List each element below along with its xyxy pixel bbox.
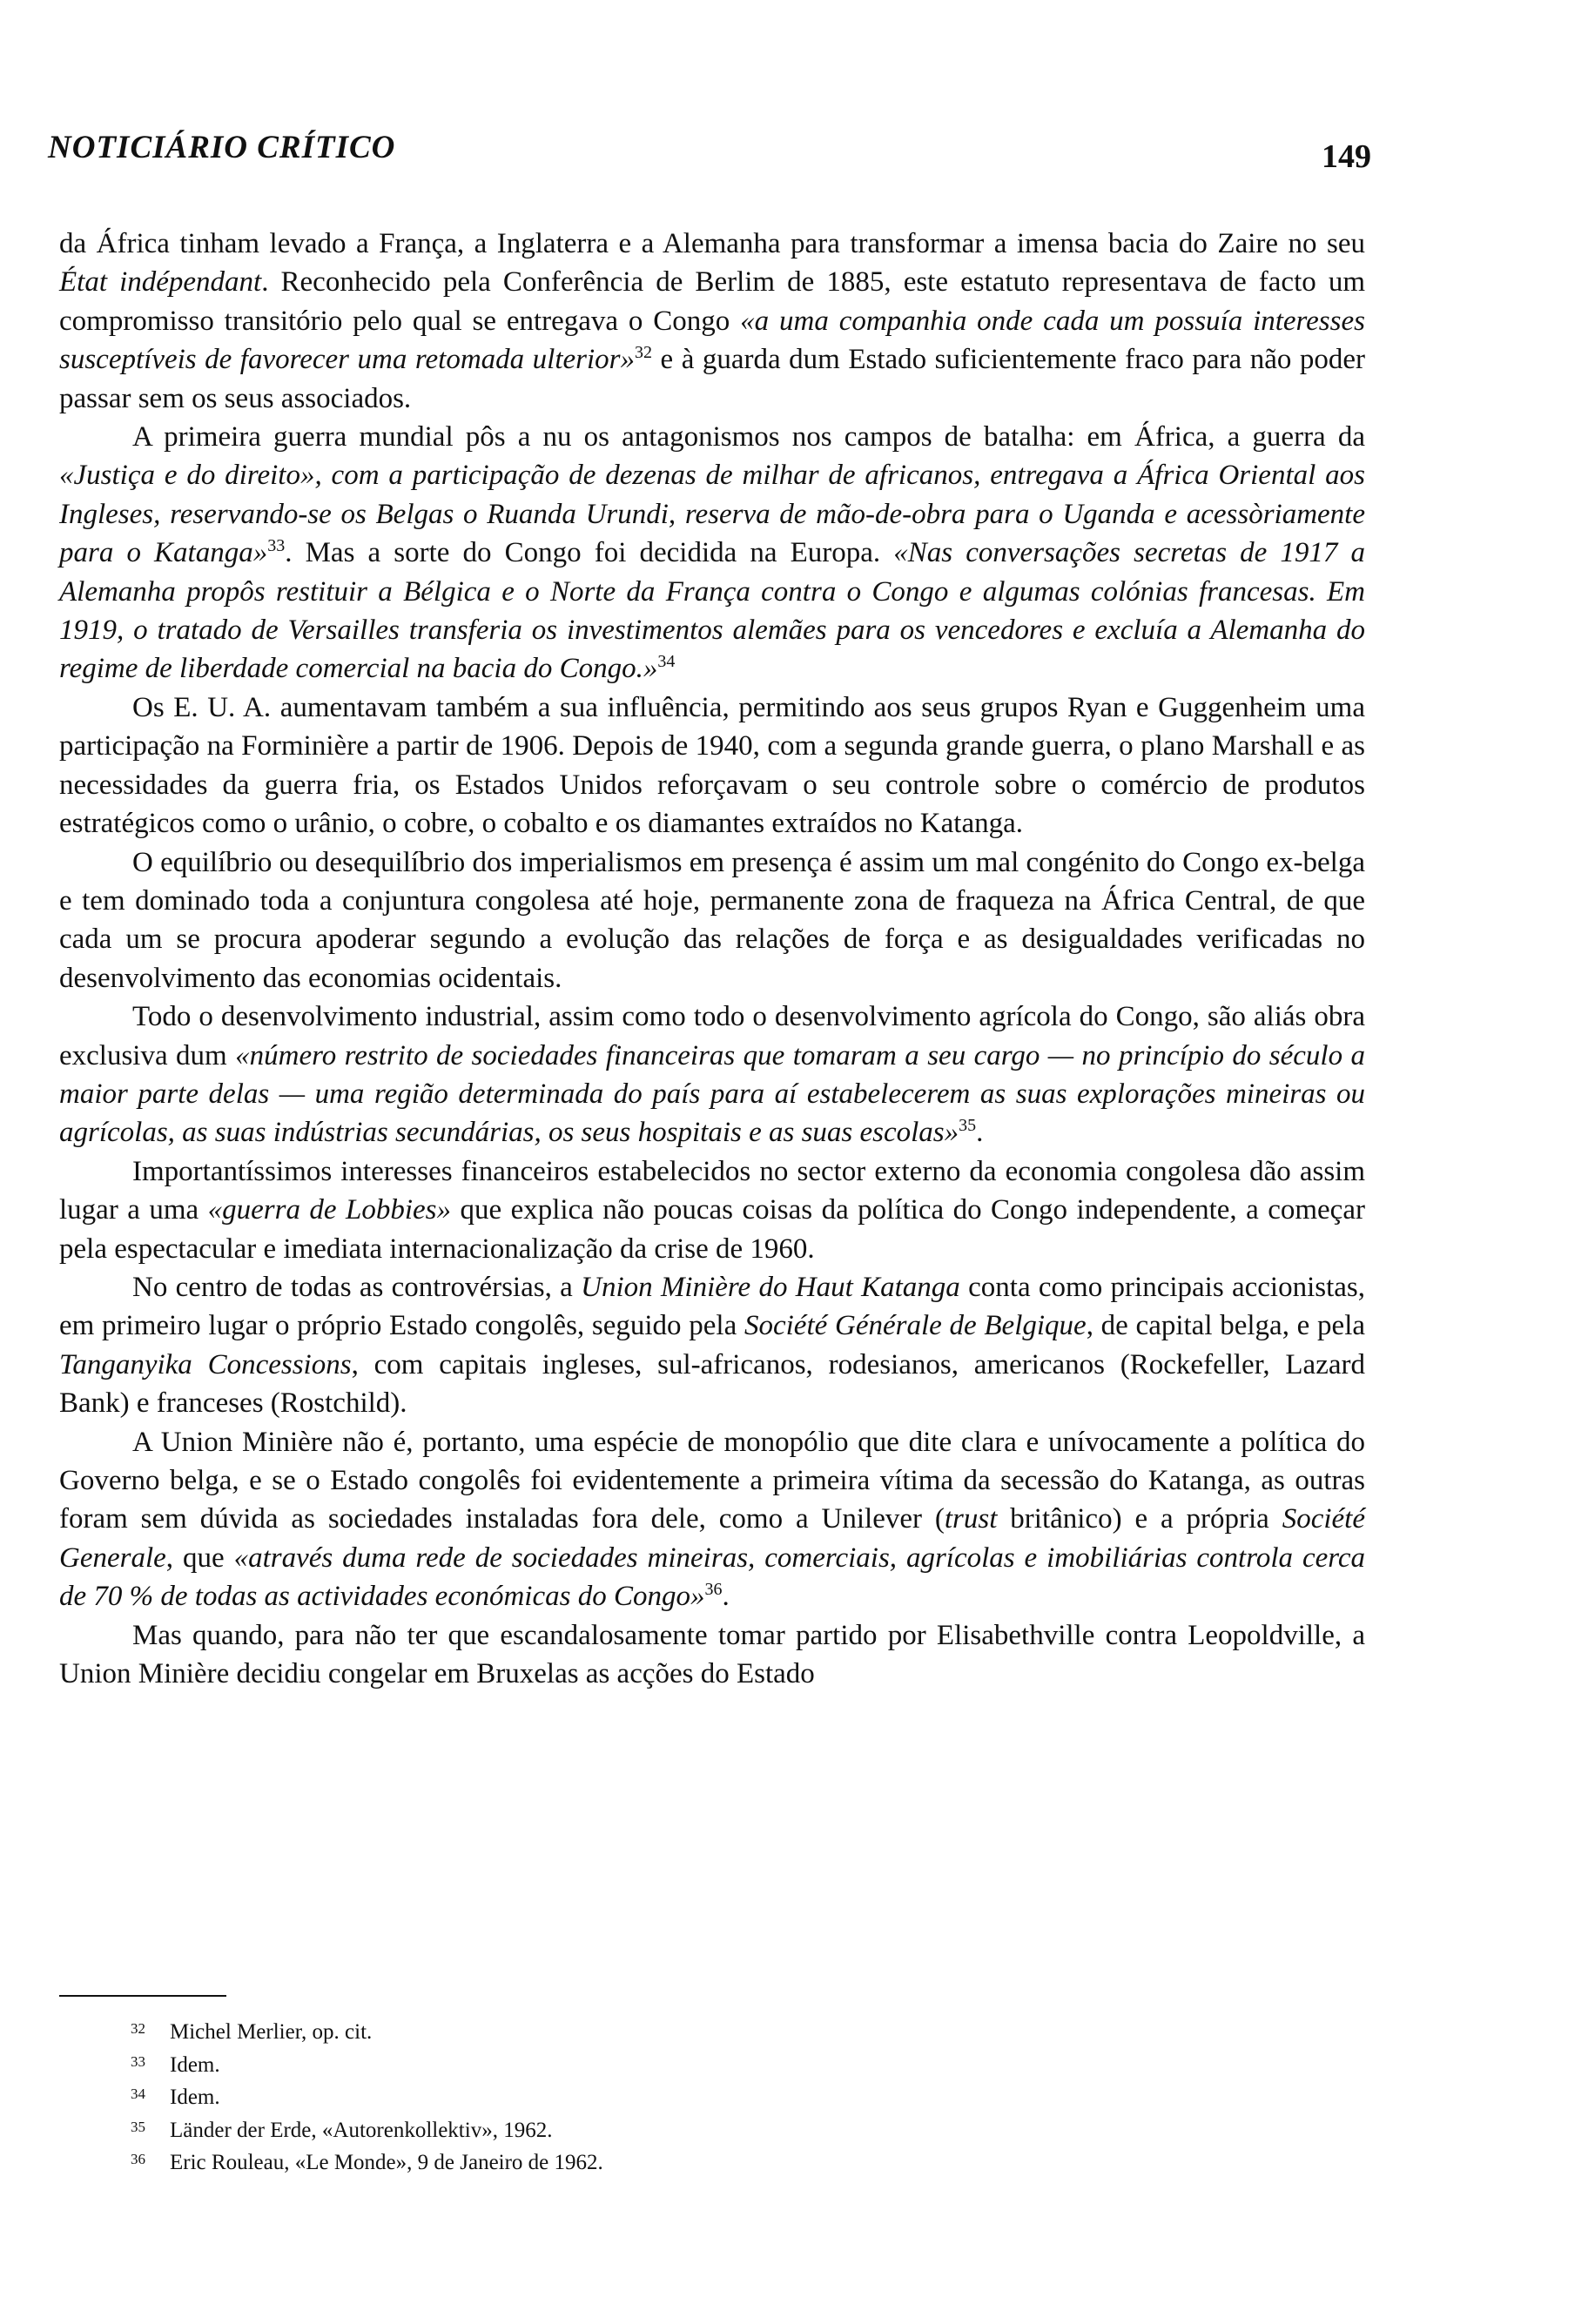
- italic-run: Société Generale: [59, 1503, 1365, 1574]
- text-run: britânico) e a própria: [997, 1503, 1282, 1535]
- text-run: que explica não poucas coisas da política do Congo independente, a começar pela espectacular e imediata internacionalização da crise de 1960.: [59, 1194, 1365, 1265]
- paragraph: [59, 997, 1365, 1152]
- text-run: No centro de todas as controvérsias, a: [132, 1271, 582, 1303]
- running-title: NOTICIÁRIO CRÍTICO: [48, 130, 396, 165]
- footnote-number: 34: [131, 2086, 145, 2102]
- italic-run: trust: [944, 1503, 998, 1535]
- paragraph: [59, 1152, 1365, 1268]
- italic-run: État indépendant: [59, 266, 262, 299]
- paragraph: [59, 1616, 1365, 1694]
- text-run: Mas quando, para não ter que escandalosamente tomar partido por Elisabethville contra Leopoldville, a Union Minière decidiu congelar em Bruxelas as acções do Estado: [59, 1619, 1365, 1690]
- text-run: da África tinham levado a França, a Inglaterra e a Alemanha para transformar a imensa bacia do Zaire no seu: [59, 228, 1365, 259]
- italic-run: «guerra de Lobbies»: [207, 1194, 452, 1226]
- footnote: [131, 2079, 1262, 2112]
- footnote-ref: 33: [267, 536, 286, 556]
- text-run: Todo o desenvolvimento industrial, assim como todo o desenvolvimento agrícola do Congo, são aliás obra exclusiva dum: [59, 1001, 1365, 1071]
- text-run: , que: [165, 1541, 234, 1574]
- footnote-ref: 32: [635, 343, 653, 363]
- footnote-ref: 36: [704, 1580, 723, 1600]
- footnote-number: 32: [131, 2020, 145, 2037]
- footnote-ref: 34: [657, 652, 676, 672]
- text-run: A primeira guerra mundial pôs a nu os antagonismos nos campos de batalha: em África, a guerra da: [132, 421, 1365, 453]
- footnote-ref: 35: [959, 1116, 977, 1136]
- text-run: conta como principais accionistas, em primeiro lugar o próprio Estado congolês, seguido pela: [59, 1271, 1366, 1342]
- italic-run: Tanganyika Concessions: [59, 1348, 352, 1380]
- footnotes: [131, 2014, 1262, 2178]
- footnote: [131, 2145, 1262, 2178]
- text-run: . Mas a sorte do Congo foi decidida na Europa.: [285, 537, 894, 569]
- paragraph: [59, 1423, 1365, 1616]
- italic-run: «Justiça e do direito», com a participação de dezenas de milhar de africanos, entregava a África Oriental aos Ingleses, reservando-se os Belgas o Ruanda Urundi, reserva de mão-de-obra para o Uganda e acessòriamente para o Katanga»: [59, 460, 1365, 569]
- text-run: e à guarda dum Estado suficientemente fraco para não poder passar sem os seus associados.: [59, 344, 1366, 414]
- italic-run: «número restrito de sociedades financeiras que tomaram a seu cargo — no princípio do século a maior parte delas — uma região determinada do país para aí estabelecerem as suas explorações mineiras ou agrícolas, as suas indústrias secundárias, os seus hospitais e as suas escolas»: [59, 1039, 1365, 1149]
- italic-run: «Nas conversações secretas de 1917 a Alemanha propôs restituir a Bélgica e o Norte da França contra o Congo e algumas colónias francesas. Em 1919, o tratado de Versailles transferia os investimentos alemães para os vencedores e excluía a Alemanha do regime de liberdade comercial na bacia do Congo.»: [59, 537, 1365, 685]
- paragraph: [59, 843, 1365, 998]
- text-run: , de capital belga, e pela: [1086, 1310, 1366, 1342]
- text-run: .: [976, 1117, 984, 1149]
- footnote-number: 33: [131, 2052, 145, 2070]
- footnote: [131, 2112, 1262, 2146]
- footnote-rule: [59, 1995, 226, 1997]
- italic-run: «através duma rede de sociedades mineiras, comerciais, agrícolas e imobiliárias controla cerca de 70 % de todas as actividades económicas do Congo»: [59, 1541, 1366, 1613]
- text-run: O equilíbrio ou desequilíbrio dos imperialismos em presença é assim um mal congénito do Congo ex-belga e tem dominado toda a conjuntura congolesa até hoje, permanente zona de fraqueza na África Central, de que cada um se procura apoderar segundo a evolução das relações de força e as desigualdades verificadas no desenvolvimento das economias ocidentais.: [59, 846, 1365, 994]
- paragraph: [59, 418, 1365, 688]
- running-header: [48, 129, 1371, 181]
- footnote-number: 35: [131, 2118, 145, 2135]
- footnote: [131, 2014, 1262, 2047]
- footnote-text: Idem.: [170, 2086, 220, 2109]
- italic-run: Union Minière do Haut Katanga: [581, 1271, 960, 1303]
- text-run: A Union Minière não é, portanto, uma espécie de monopólio que dite clara e unívocamente a política do Governo belga, e se o Estado congolês foi evidentemente a primeira vítima da secessão do Katanga, as outras foram sem dúvida as sociedades instaladas fora dele, como a Unilever (: [59, 1426, 1365, 1535]
- footnote-text: Länder der Erde, «Autorenkollektiv», 1962.: [170, 2118, 553, 2142]
- italic-run: Société Générale de Belgique: [744, 1310, 1087, 1342]
- text-run: . Reconhecido pela Conferência de Berlim de 1885, este estatuto representava de facto um compromisso transitório pelo qual se entregava o Congo: [59, 266, 1365, 337]
- italic-run: «a uma companhia onde cada um possuía interesses susceptíveis de favorecer uma retomada ulterior»: [59, 305, 1365, 376]
- footnote: [131, 2047, 1262, 2080]
- paragraph: [59, 1268, 1365, 1423]
- footnote-text: Idem.: [170, 2052, 220, 2077]
- page-number: 149: [1322, 138, 1371, 175]
- footnote-text: Eric Rouleau, «Le Monde», 9 de Janeiro de 1962.: [170, 2151, 603, 2174]
- text-run: Os E. U. A. aumentavam também a sua influência, permitindo aos seus grupos Ryan e Guggenheim uma participação na Forminière a partir de 1906. Depois de 1940, com a segunda grande guerra, o plano Marshall e as necessidades da guerra fria, os Estados Unidos reforçavam o seu controle sobre o comércio de produtos estratégicos como o urânio, o cobre, o cobalto e os diamantes extraídos no Katanga.: [59, 691, 1365, 840]
- text-run: , com capitais ingleses, sul-africanos, rodesianos, americanos (Rockefeller, Lazard Bank) e franceses (Rostchild).: [59, 1348, 1365, 1420]
- article-body: [59, 225, 1365, 1693]
- paragraph: [59, 225, 1365, 418]
- text-run: .: [722, 1581, 730, 1613]
- footnote-number: 36: [131, 2151, 145, 2167]
- footnote-text: Michel Merlier, op. cit.: [170, 2020, 373, 2044]
- paragraph: [59, 688, 1365, 843]
- text-run: Importantíssimos interesses financeiros estabelecidos no sector externo da economia congolesa dão assim lugar a uma: [59, 1155, 1365, 1226]
